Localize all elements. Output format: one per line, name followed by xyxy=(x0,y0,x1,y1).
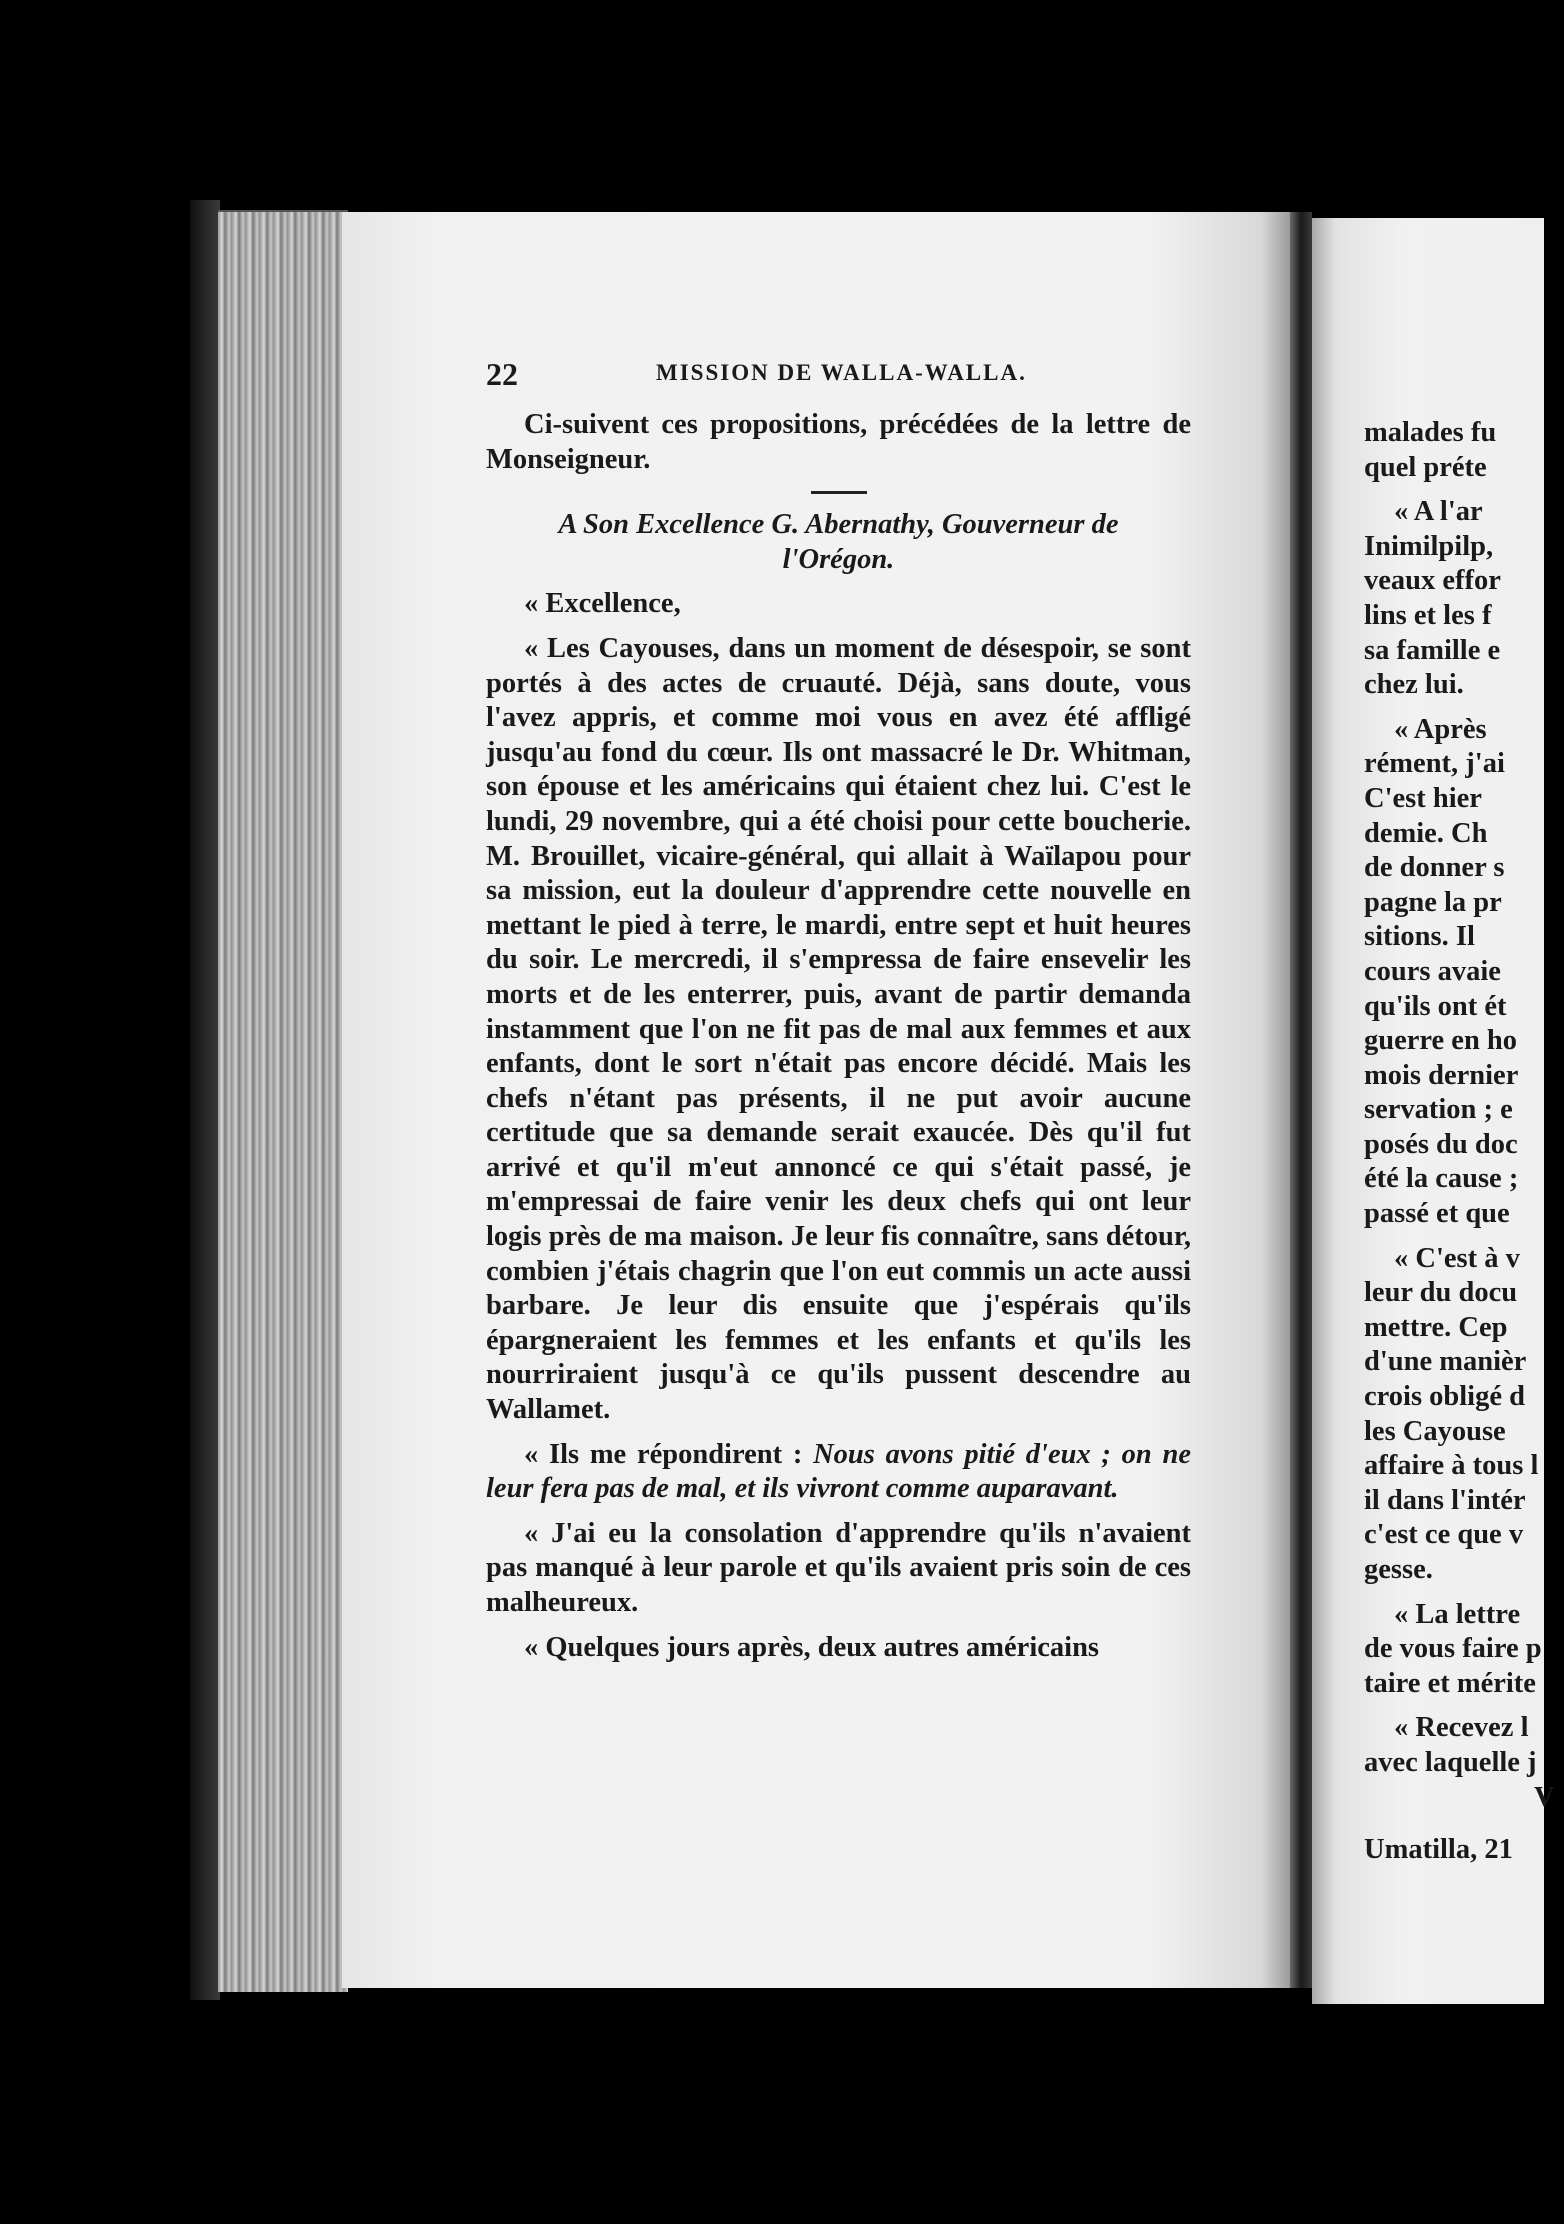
right-line: crois obligé d xyxy=(1364,1381,1525,1413)
right-line: quel préte xyxy=(1364,451,1487,483)
right-line: qu'ils ont ét xyxy=(1364,990,1507,1022)
right-line: Inimilpilp, xyxy=(1364,530,1494,562)
right-line: affaire à tous l xyxy=(1364,1450,1539,1482)
right-line: de vous faire p xyxy=(1364,1633,1542,1665)
paragraph-2-start: « Ils me répondirent : xyxy=(524,1438,814,1470)
paragraph-1: « Les Cayouses, dans un moment de désespoir, se sont portés à des actes de cruauté. Déjà, sans doute, vous l'avez appris, et comme moi vous en avez été affligé jusqu'au fond du cœur. Ils ont massacré le Dr. Whitman, son épouse et les américains qui étaient chez lui. C'est le lundi, 29 novembre, qui a été choisi pour cette boucherie. M. Brouillet, vicaire-général, qui allait à Waïlapou pour sa mission, eut la douleur d'apprendre cette nouvelle en mettant le pied à terre, le mardi, entre sept et huit heures du soir. Le mercredi, il s'empressa de faire ensevelir les morts et de les enterrer, puis, avant de partir demanda instamment que l'on ne fit pas de mal aux femmes et aux enfants, dont le sort n'était pas encore décidé. Mais les chefs n'étant pas présents, il ne put avoir aucune certitude que sa demande serait exaucée. Dès qu'il fut arrivé et qu'il m'eut annoncé ce qui s'était passé, je m'empressai de faire venir les deux chefs qui ont leur logis près de ma maison. Je leur fis connaître, sans détour, combien j'étais chagrin que l'on eut commis un acte aussi barbare. Je leur dis ensuite que j'espérais qu'ils épargneraient les femmes et les enfants et qu'ils les nourriraient jusqu'à ce qu'ils pussent descendre au Wallamet. xyxy=(486,632,1191,1426)
right-line: lins et les f xyxy=(1364,599,1492,631)
right-page xyxy=(1312,218,1555,2004)
section-rule xyxy=(811,491,867,494)
paragraph-2-quote: Nous avons pitié d'eux ; on ne leur fera pas de mal, et ils vivront comme auparavant. xyxy=(486,1438,1191,1505)
right-line: guerre en ho xyxy=(1364,1025,1518,1057)
right-line: malades fu xyxy=(1364,417,1497,448)
left-page-text xyxy=(486,408,1191,1665)
right-line: veaux effor xyxy=(1364,565,1501,597)
right-line: sa famille e xyxy=(1364,634,1501,666)
right-line: « A l'ar xyxy=(1394,496,1483,528)
right-line: il dans l'intér xyxy=(1364,1484,1526,1516)
right-line: Umatilla, 21 xyxy=(1364,1834,1513,1866)
right-line: C'est hier xyxy=(1364,782,1482,814)
running-head: MISSION DE WALLA-WALLA. xyxy=(656,360,1027,385)
right-line: été la cause ; xyxy=(1364,1163,1519,1195)
right-line: mettre. Cep xyxy=(1364,1311,1508,1343)
right-line: servation ; e xyxy=(1364,1094,1513,1126)
paragraph-2 xyxy=(486,1438,1191,1507)
right-line: de donner s xyxy=(1364,852,1505,884)
address-line-2: l'Orégon. xyxy=(782,543,895,575)
right-line: « Après xyxy=(1394,713,1487,745)
right-line: posés du doc xyxy=(1364,1128,1518,1160)
intro-paragraph: Ci-suivent ces propositions, précédées de la lettre de Monseigneur. xyxy=(486,409,1191,475)
right-line: sitions. Il xyxy=(1364,921,1475,953)
paragraph-3: « J'ai eu la consolation d'apprendre qu'ils n'avaient pas manqué à leur parole et qu'ils avaient pris soin de ces malheureux. xyxy=(486,1517,1191,1618)
right-line: d'une manièr xyxy=(1364,1346,1527,1378)
right-line: pagne la pr xyxy=(1364,886,1502,918)
book-gutter xyxy=(1290,212,1312,1988)
right-line: V xyxy=(1534,1781,1555,1813)
book-cover-edge xyxy=(190,200,220,2000)
right-page-text xyxy=(1364,416,1564,1868)
address-line-1: A Son Excellence G. Abernathy, Gouverneur de xyxy=(558,509,1119,541)
right-line: chez lui. xyxy=(1364,669,1464,701)
right-line: demie. Ch xyxy=(1364,817,1488,849)
right-line: cours avaie xyxy=(1364,955,1501,987)
right-line: c'est ce que v xyxy=(1364,1519,1524,1551)
paragraph-4: « Quelques jours après, deux autres américains xyxy=(524,1631,1100,1663)
right-line: rément, j'ai xyxy=(1364,748,1505,780)
right-line: les Cayouse xyxy=(1364,1415,1506,1447)
right-line: « Recevez l xyxy=(1394,1712,1529,1744)
right-line: passé et que xyxy=(1364,1198,1510,1230)
right-line: taire et mérite xyxy=(1364,1667,1536,1699)
right-line: « C'est à v xyxy=(1394,1242,1520,1274)
salutation: « Excellence, xyxy=(524,588,681,620)
page-stack-edge xyxy=(218,210,348,1992)
right-line: gesse. xyxy=(1364,1554,1433,1585)
right-line: avec laquelle j xyxy=(1364,1746,1537,1778)
right-line: « La lettre xyxy=(1394,1598,1521,1630)
page-number: 22 xyxy=(486,356,518,392)
right-line: leur du docu xyxy=(1364,1277,1518,1309)
right-line: mois dernier xyxy=(1364,1059,1519,1091)
